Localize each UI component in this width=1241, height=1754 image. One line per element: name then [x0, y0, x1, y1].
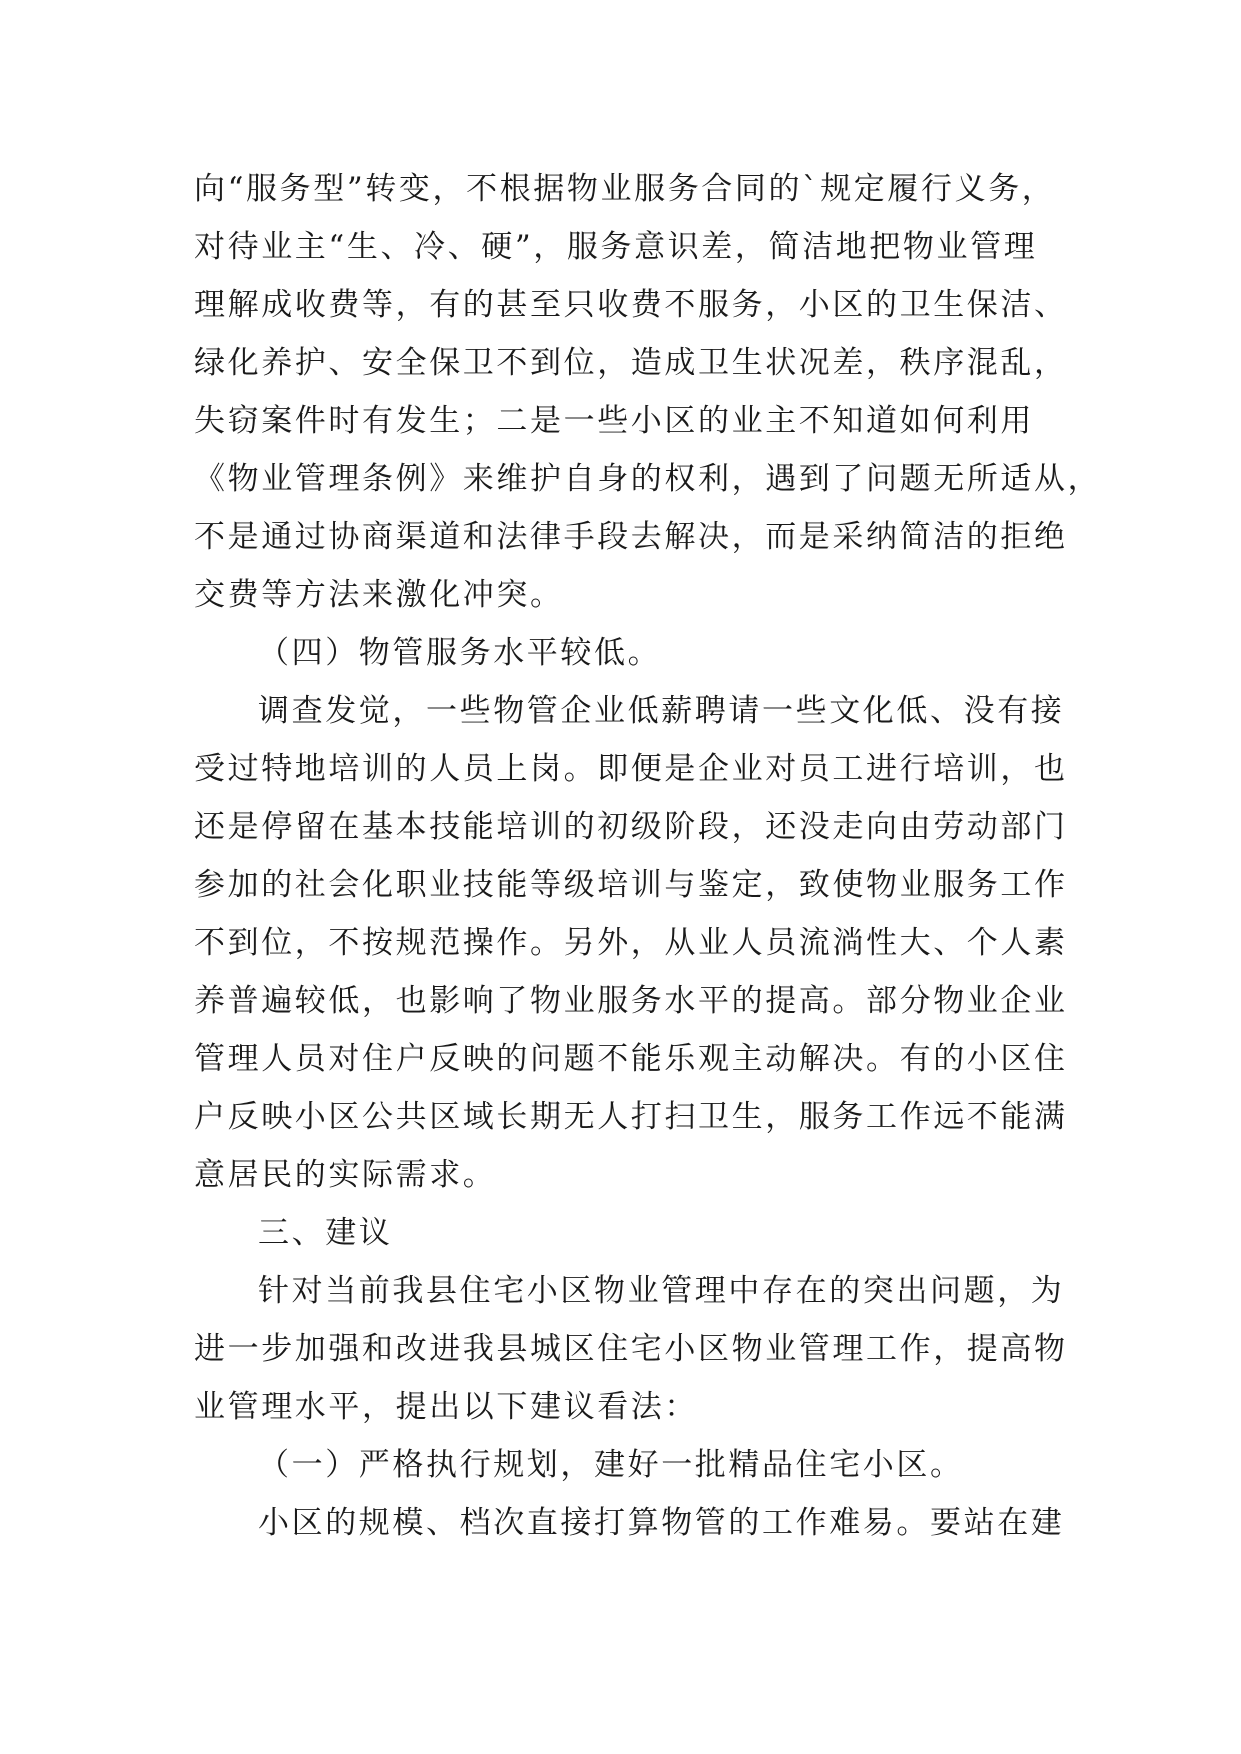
text-line: 交费等方法来激化冲突。: [194, 577, 564, 613]
text-line: 不到位，不按规范操作。另外，从业人员流淌性大、个人素: [194, 925, 1068, 961]
text-line: 意居民的实际需求。: [194, 1157, 497, 1193]
text-line: 进一步加强和改进我县城区住宅小区物业管理工作，提高物: [194, 1331, 1068, 1367]
text-line: 失窃案件时有发生；二是一些小区的业主不知道如何利用: [194, 403, 1034, 439]
text-line: 不是通过协商渠道和法律手段去解决，而是采纳简洁的拒绝: [194, 519, 1068, 555]
text-line: 还是停留在基本技能培训的初级阶段，还没走向由劳动部门: [194, 809, 1068, 845]
text-line: 向“服务型”转变，不根据物业服务合同的`规定履行义务，: [194, 171, 1056, 207]
text-line: 小区的规模、档次直接打算物管的工作难易。要站在建: [258, 1505, 1065, 1541]
text-line: 理解成收费等，有的甚至只收费不服务，小区的卫生保洁、: [194, 287, 1068, 323]
text-line: （一）严格执行规划，建好一批精品住宅小区。: [258, 1447, 964, 1483]
body-text: [194, 160, 1102, 1552]
text-line: 三、建议: [258, 1215, 393, 1251]
text-line: 参加的社会化职业技能等级培训与鉴定，致使物业服务工作: [194, 867, 1068, 903]
text-line: 绿化养护、安全保卫不到位，造成卫生状况差，秩序混乱，: [194, 345, 1068, 381]
text-line: 调查发觉，一些物管企业低薪聘请一些文化低、没有接: [258, 693, 1065, 729]
text-line: 户反映小区公共区域长期无人打扫卫生，服务工作远不能满: [194, 1099, 1068, 1135]
text-line: （四）物管服务水平较低。: [258, 635, 662, 671]
text-line: 《物业管理条例》来维护自身的权利，遇到了问题无所适从，: [194, 461, 1102, 497]
text-line: 业管理水平，提出以下建议看法：: [194, 1389, 698, 1425]
text-line: 针对当前我县住宅小区物业管理中存在的突出问题，为: [258, 1273, 1065, 1309]
text-line: 养普遍较低，也影响了物业服务水平的提高。部分物业企业: [194, 983, 1068, 1019]
text-line: 对待业主“生、冷、硬”，服务意识差，简洁地把物业管理: [194, 229, 1038, 265]
text-line: 管理人员对住户反映的问题不能乐观主动解决。有的小区住: [194, 1041, 1068, 1077]
text-line: 受过特地培训的人员上岗。即便是企业对员工进行培训，也: [194, 751, 1068, 787]
